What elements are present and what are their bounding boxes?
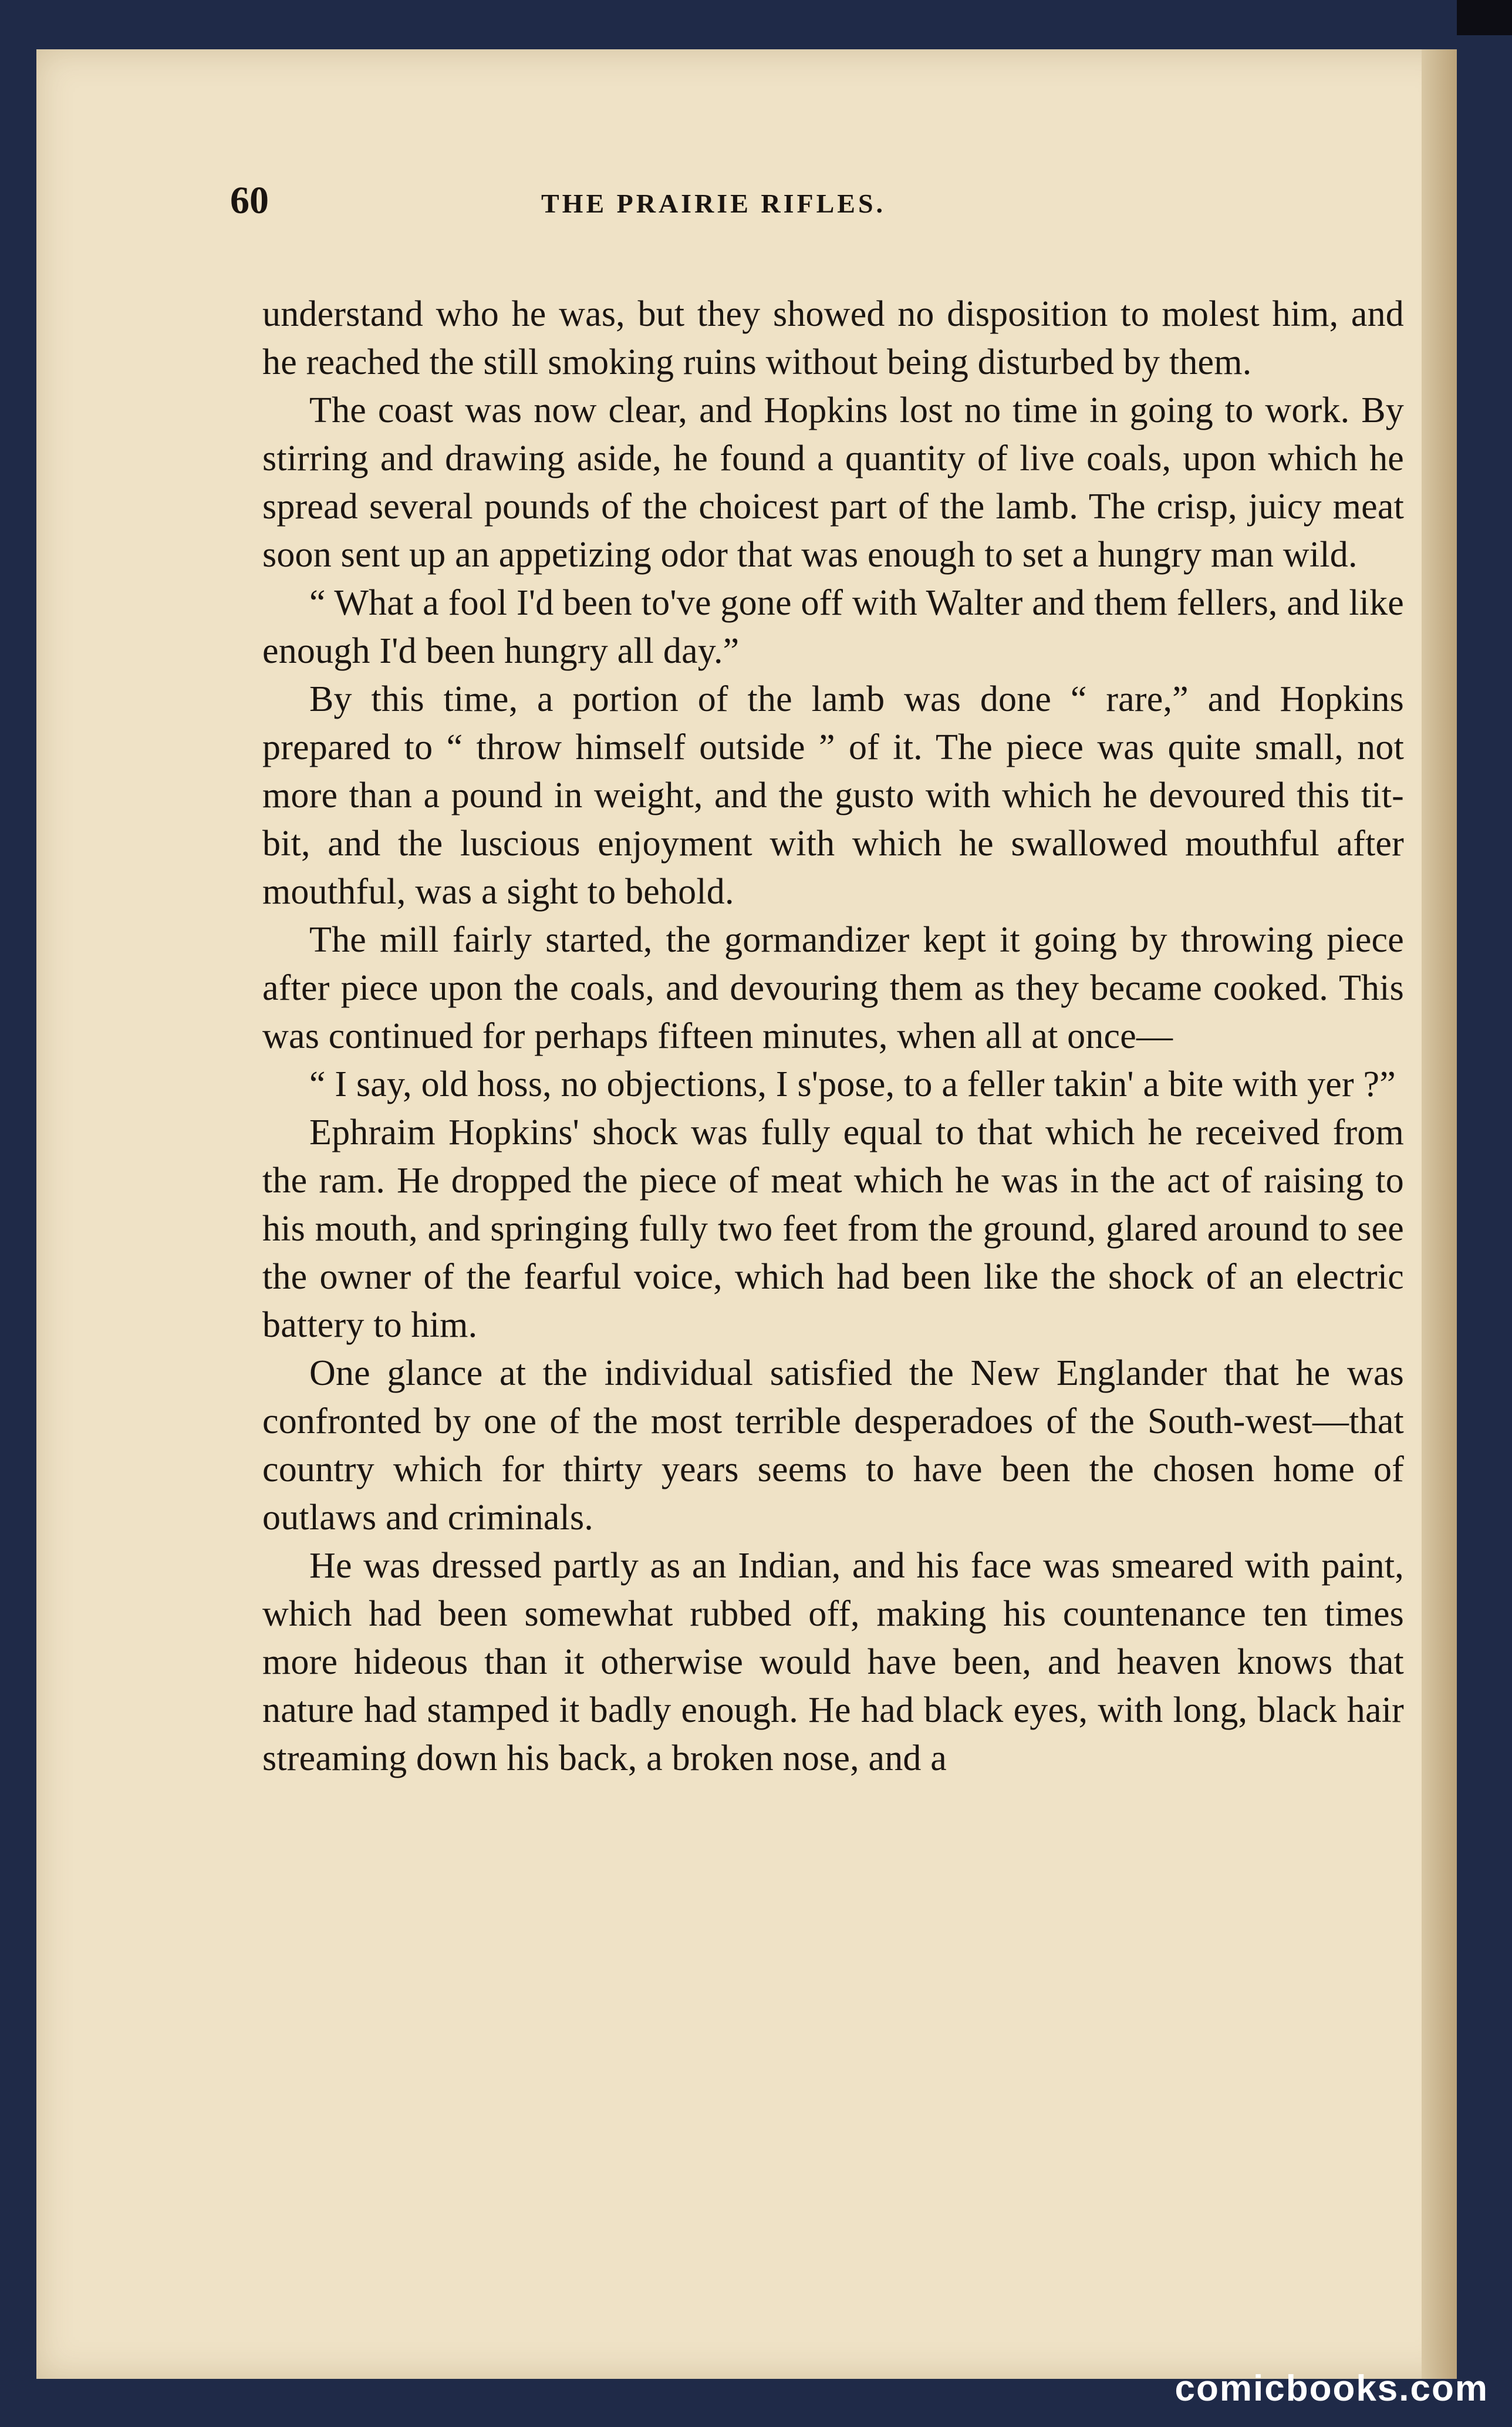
page-number: 60 bbox=[230, 179, 269, 222]
page-spine-edge bbox=[1422, 49, 1457, 2379]
paragraph: “ What a fool I'd been to've gone off with Walter and them fellers, and like enough I'd been hungry all day.” bbox=[262, 583, 1404, 671]
paragraph: Ephraim Hopkins' shock was fully equal to that which he received from the ram. He dropped the piece of meat which he was in the act of raising to his mouth, and springing fully two feet from the ground, glared around to see the owner of the fearful voice, which had been like the shock of an electric battery to him. bbox=[262, 1113, 1404, 1345]
body-text bbox=[262, 290, 1404, 1782]
paragraph: The mill fairly started, the gormandizer kept it going by throwing piece after piece upon the coals, and devouring them as they became cooked. This was continued for perhaps fifteen minutes, when all at once— bbox=[262, 920, 1404, 1056]
paragraph: understand who he was, but they showed no disposition to molest him, and he reached the still smoking ruins without being disturbed by them. bbox=[262, 294, 1404, 382]
paragraph: By this time, a portion of the lamb was done “ rare,” and Hopkins prepared to “ throw himself outside ” of it. The piece was quite small, not more than a pound in weight, and the gusto with which he devoured this tit-bit, and the luscious enjoyment with which he swallowed mouthful after mouthful, was a sight to behold. bbox=[262, 679, 1404, 912]
running-title: THE PRAIRIE RIFLES. bbox=[541, 188, 886, 218]
paragraph: He was dressed partly as an Indian, and his face was smeared with paint, which had been somewhat rubbed off, making his countenance ten times more hideous than it otherwise would have been, and heaven knows that nature had stamped it badly enough. He had black eyes, with long, black hair streaming down his back, a broken nose, and a bbox=[262, 1546, 1404, 1778]
paragraph: One glance at the individual satisfied the New Englander that he was confronted by one of the most terrible desperadoes of the South-west—that country which for thirty years seems to have been the chosen home of outlaws and criminals. bbox=[262, 1353, 1404, 1538]
book-page bbox=[36, 49, 1457, 2379]
running-head bbox=[230, 155, 1422, 237]
paragraph: “ I say, old hoss, no objections, I s'pose, to a feller takin' a bite with yer ?” bbox=[309, 1064, 1396, 1104]
watermark-text: comicbooks.com bbox=[1174, 2368, 1489, 2409]
paragraph: The coast was now clear, and Hopkins lost no time in going to work. By stirring and drawing aside, he found a quantity of live coals, upon which he spread several pounds of the choicest part of the lamb. The crisp, juicy meat soon sent up an appetizing odor that was enough to set a hungry man wild. bbox=[262, 390, 1404, 575]
corner-tab bbox=[1457, 0, 1512, 35]
